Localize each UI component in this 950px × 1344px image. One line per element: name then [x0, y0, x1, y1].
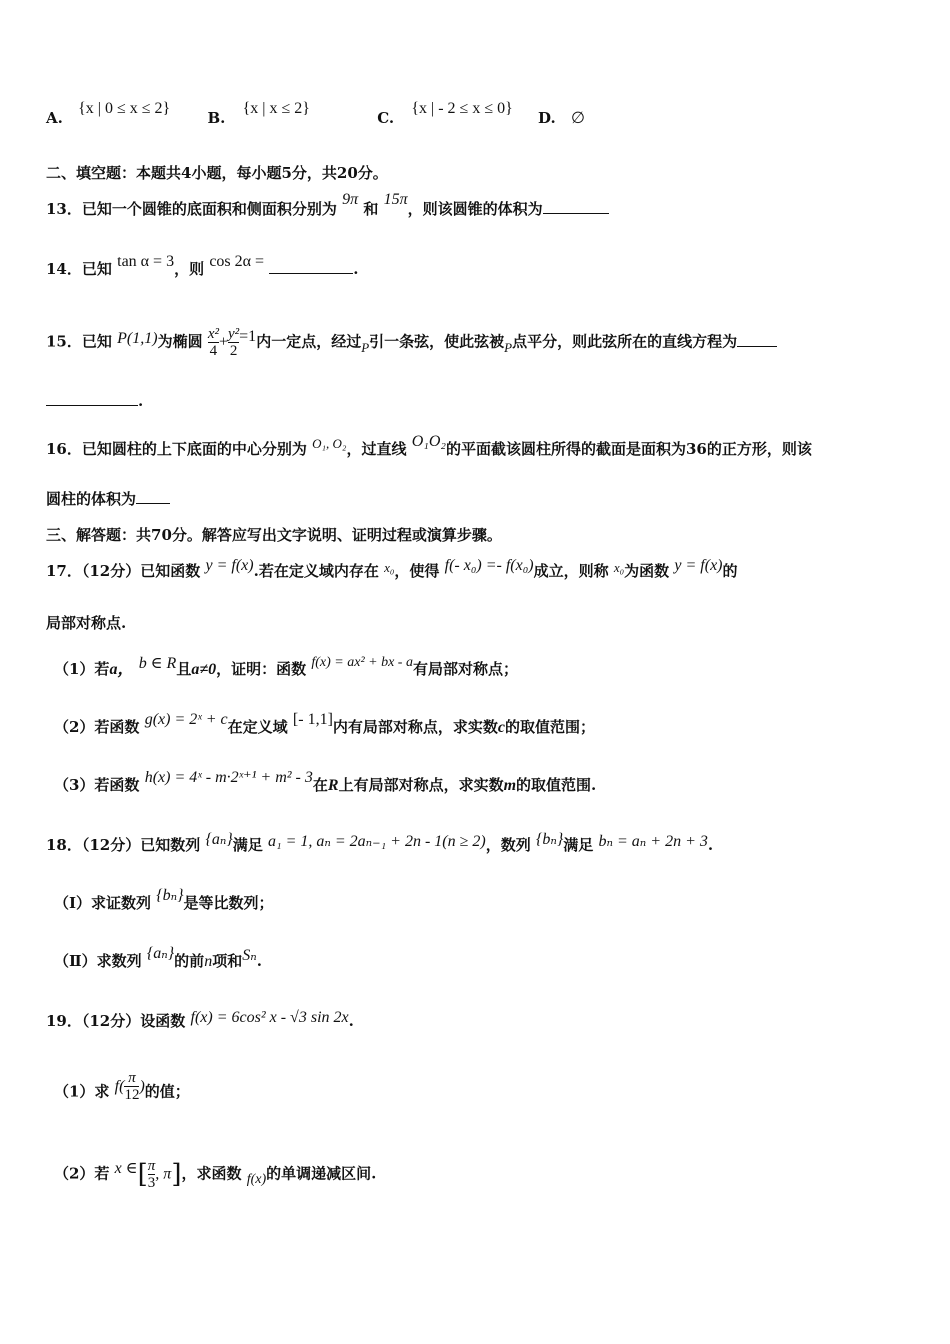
section-3-heading: 三、解答题：共70分。解答应写出文字说明、证明过程或演算步骤。 — [46, 526, 502, 544]
question-17-continued: 局部对称点. — [46, 614, 127, 632]
answer-blank — [269, 272, 353, 274]
answer-blank — [46, 404, 138, 406]
q13-math-2: 15π — [383, 191, 408, 208]
question-17: 17．（12分）已知函数 y = f(x).若在定义域内存在 x₀，使得 f(- x₀) =- f(x₀)成立，则称 x₀为函数 y = f(x)的 — [46, 557, 738, 580]
q18-part-2: （Ⅱ）求数列 {aₙ}的前n项和Sₙ. — [54, 945, 262, 970]
choices-row — [46, 100, 910, 128]
q14-math-1: tan α = 3 — [117, 253, 175, 270]
section-2-heading: 二、填空题：本题共4小题，每小题5分，共20分。 — [46, 164, 388, 182]
choice-c-set: {x | - 2 ≤ x ≤ 0} — [411, 100, 513, 117]
pi-over-3: $\frac{\pi}{3}$ — [147, 1158, 156, 1191]
ellipse-frac-x: $\frac{\text{x²}}{4}$ — [207, 326, 219, 359]
q13-math-1: 9π — [342, 191, 359, 208]
q16-line: O₁O₂ — [411, 433, 446, 450]
answer-blank — [136, 502, 170, 504]
choice-d-label: D. — [538, 109, 556, 127]
q19-part-1: （1）求 f( $\frac{\pi}{12}$ )的值； — [54, 1070, 190, 1103]
q18-part-1: （Ⅰ）求证数列 {bₙ}是等比数列； — [54, 887, 274, 912]
q17-part-3: （3）若函数 h(x) = 4ˣ - m·2ˣ⁺¹ + m² - 3在R上有局部对称点，求实数m的取值范围. — [54, 769, 597, 794]
q15-point: P(1,1) — [117, 329, 158, 347]
question-18: 18．（12分）已知数列 {aₙ}满足 a₁ = 1, aₙ = 2aₙ₋₁ + 2n - 1(n ≥ 2)，数列 {bₙ}满足 bₙ = aₙ + 2n + 3. — [46, 831, 714, 854]
choice-d-set: ∅ — [570, 110, 585, 127]
answer-blank — [543, 212, 609, 214]
question-14: 14．已知 tan α = 3，则 cos 2α = . — [46, 253, 359, 278]
choice-a-set: {x | 0 ≤ x ≤ 2} — [78, 100, 171, 117]
question-19: 19．（12分）设函数 f(x) = 6cos² x - √3 sin 2x. — [46, 1009, 354, 1030]
q17-part-1: （1）若a， b ∈ R且a≠0，证明：函数 f(x) = ax² + bx - a有局部对称点； — [54, 655, 518, 678]
question-15-continued: . — [46, 392, 910, 410]
q17-part-2: （2）若函数 g(x) = 2ˣ + c在定义域 [- 1,1]内有局部对称点，求实数c的取值范围； — [54, 711, 596, 736]
pi-over-12: $\frac{\pi}{12}$ — [124, 1070, 140, 1103]
ellipse-frac-y: $\frac{\text{y²}}{2}$ — [228, 326, 240, 359]
question-13: 13．已知一个圆锥的底面积和侧面积分别为 9π 和 15π，则该圆锥的体积为 — [46, 198, 910, 219]
question-15: 15．已知 P(1,1)为椭圆 $\frac{\text{x²}}{4}$ + $\frac{\text{y²}}{2}$ =1内一定点，经过P引一条弦，使此弦被P点平分，则此弦所在的直线方程为 — [46, 326, 910, 359]
choice-b-label: B. — [207, 109, 226, 127]
choice-b-set: {x | x ≤ 2} — [242, 100, 310, 117]
q16-centers: O₁, O₂ — [312, 436, 347, 451]
choice-a-label: A. — [46, 109, 63, 127]
question-16-continued: 圆柱的体积为 — [46, 488, 910, 509]
q19-part-2: （2）若 x ∈[ $\frac{\pi}{3}$ , π]，求函数 f(x)的单调递减区间. — [54, 1158, 377, 1191]
answer-blank — [737, 345, 777, 347]
q14-math-2: cos 2α = — [209, 253, 265, 270]
question-16: 16．已知圆柱的上下底面的中心分别为 O₁, O₂，过直线 O₁O₂的平面截该圆柱所得的截面是面积为36的正方形，则该 — [46, 433, 812, 458]
choice-c-label: C. — [377, 109, 395, 127]
